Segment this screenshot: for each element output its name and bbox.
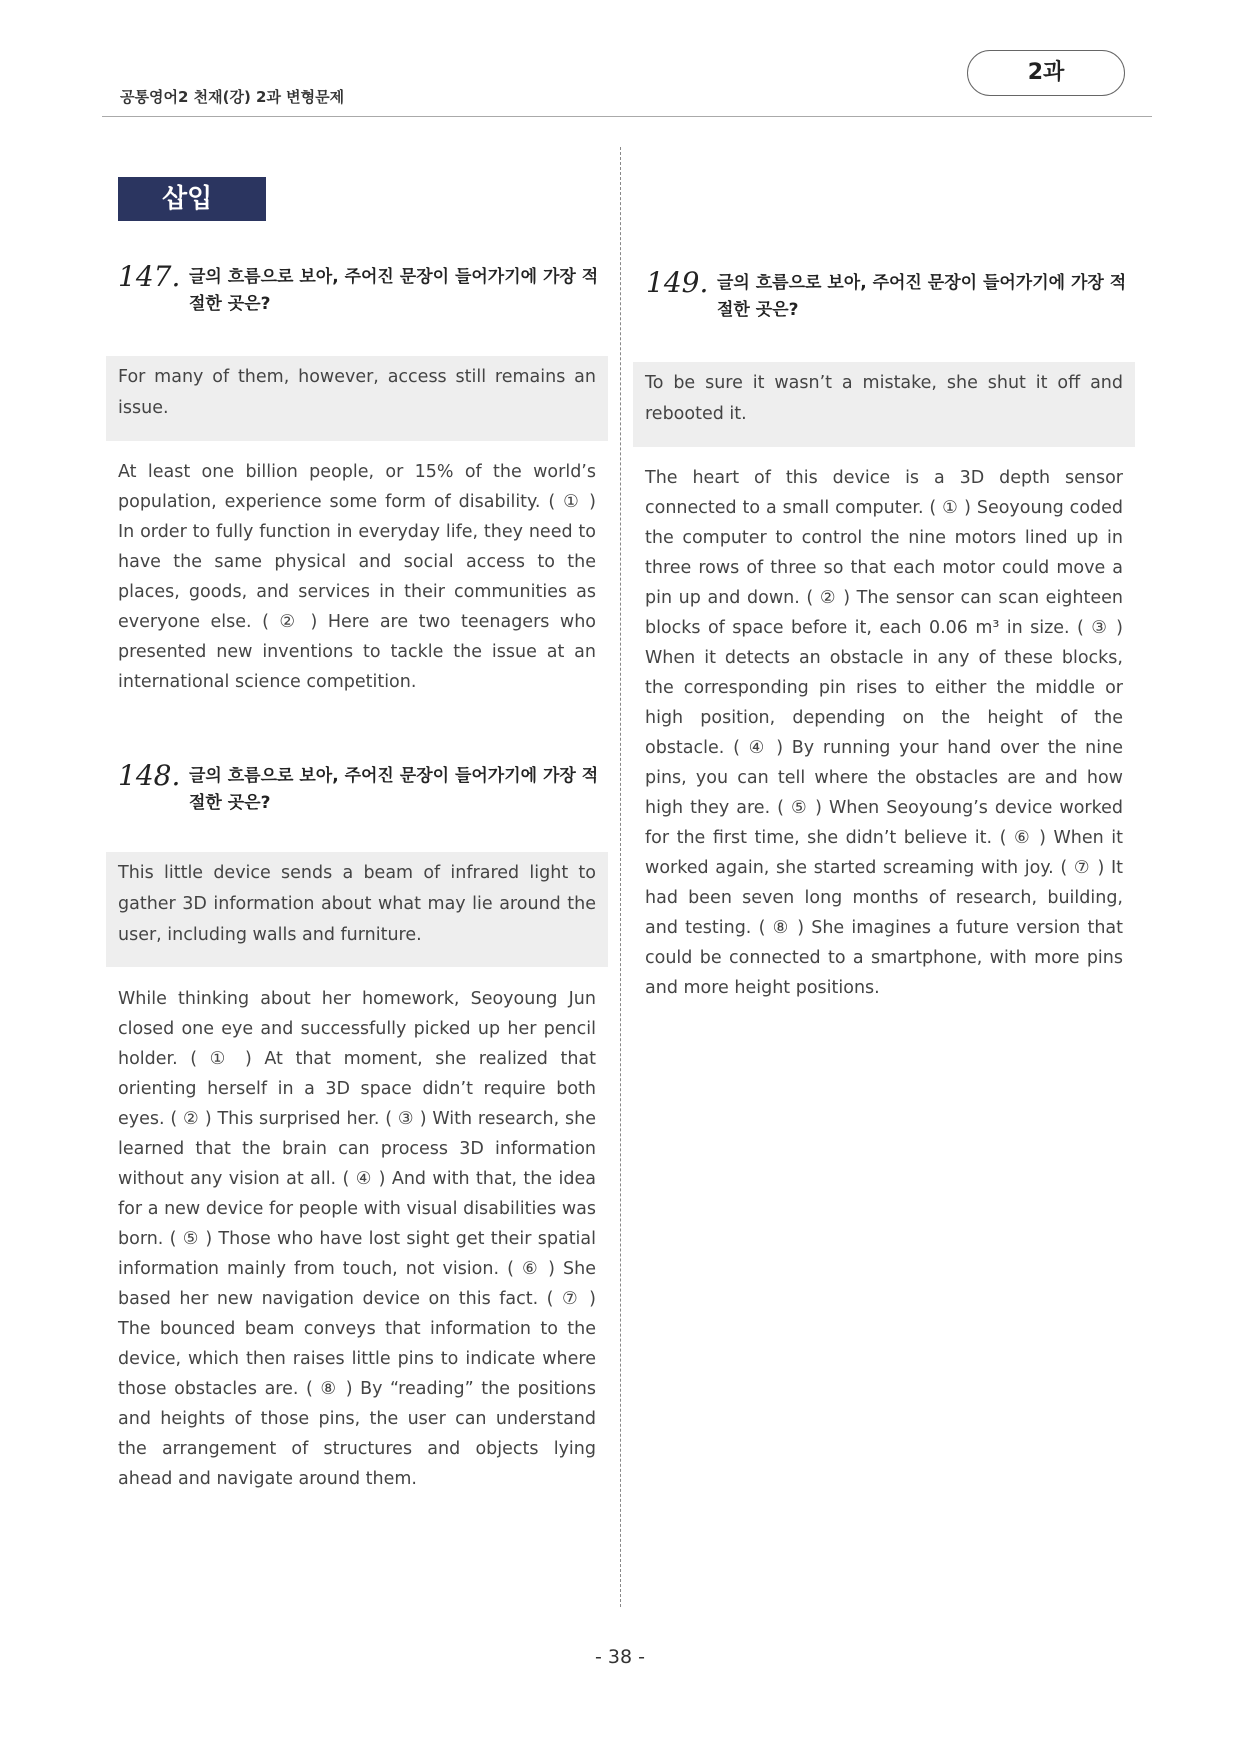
- lesson-badge: 2과: [967, 50, 1125, 96]
- question-148-passage: While thinking about her homework, Seoyoung Jun closed one eye and successfully picked up her pencil holder. ( ① ) At that moment, she realized that orienting herself in a 3D space didn’t require both eyes. ( ② ) This surprised her. ( ③ ) With research, she learned that the brain can process 3D information without any vision at all. ( ④ ) And with that, the idea for a new device for people with visual disabilities was born. ( ⑤ ) Those who have lost sight get their spatial information mainly from touch, not vision. ( ⑥ ) She based her new navigation device on this fact. ( ⑦ ) The bounced beam conveys that information to the device, which then raises little pins to indicate where those obstacles are. ( ⑧ ) By “reading” the positions and heights of those pins, the user can understand the arrangement of structures and objects lying ahead and navigate around them.: [118, 989, 596, 1489]
- question-prompt: 글의 흐름으로 보아, 주어진 문장이 들어가기에 가장 적절한 곳은?: [189, 766, 599, 813]
- question-number: 147.: [118, 260, 181, 293]
- question-prompt: 글의 흐름으로 보아, 주어진 문장이 들어가기에 가장 적절한 곳은?: [189, 267, 599, 314]
- question-149-given-sentence: To be sure it wasn’t a mistake, she shut it off and rebooted it.: [633, 362, 1135, 447]
- section-label: 삽입: [118, 177, 266, 221]
- document-header-title: 공통영어2 천재(강) 2과 변형문제: [120, 88, 345, 106]
- question-number: 148.: [118, 759, 181, 792]
- question-148-given-sentence: This little device sends a beam of infrared light to gather 3D information about what may lie around the user, including walls and furniture.: [106, 852, 608, 967]
- question-prompt: 글의 흐름으로 보아, 주어진 문장이 들어가기에 가장 적절한 곳은?: [717, 273, 1127, 320]
- header-divider: [102, 116, 1152, 117]
- question-147-passage: At least one billion people, or 15% of the world’s population, experience some form of disability. ( ① ) In order to fully function in everyday life, they need to have the same physical and social access to the places, goods, and services in their communities as everyone else. ( ② ) Here are two teenagers who presented new inventions to tackle the issue at an international science competition.: [118, 462, 596, 692]
- column-divider: [620, 147, 621, 1607]
- page-number: - 38 -: [595, 1646, 645, 1668]
- question-number: 149.: [646, 266, 709, 299]
- question-149-passage: The heart of this device is a 3D depth sensor connected to a small computer. ( ① ) Seoyoung coded the computer to control the nine motors lined up in three rows of three so that each motor could move a pin up and down. ( ② ) The sensor can scan eighteen blocks of space before it, each 0.06 m³ in size. ( ③ ) When it detects an obstacle in any of these blocks, the corresponding pin rises to either the middle or high position, depending on the height of the obstacle. ( ④ ) By running your hand over the nine pins, you can tell where the obstacles are and how high they are. ( ⑤ ) When Seoyoung’s device worked for the first time, she didn’t believe it. ( ⑥ ) When it worked again, she started screaming with joy. ( ⑦ ) It had been seven long months of research, building, and testing. ( ⑧ ) She imagines a future version that could be connected to a smartphone, with more pins and more height positions.: [645, 468, 1123, 998]
- question-147-given-sentence: For many of them, however, access still remains an issue.: [106, 356, 608, 441]
